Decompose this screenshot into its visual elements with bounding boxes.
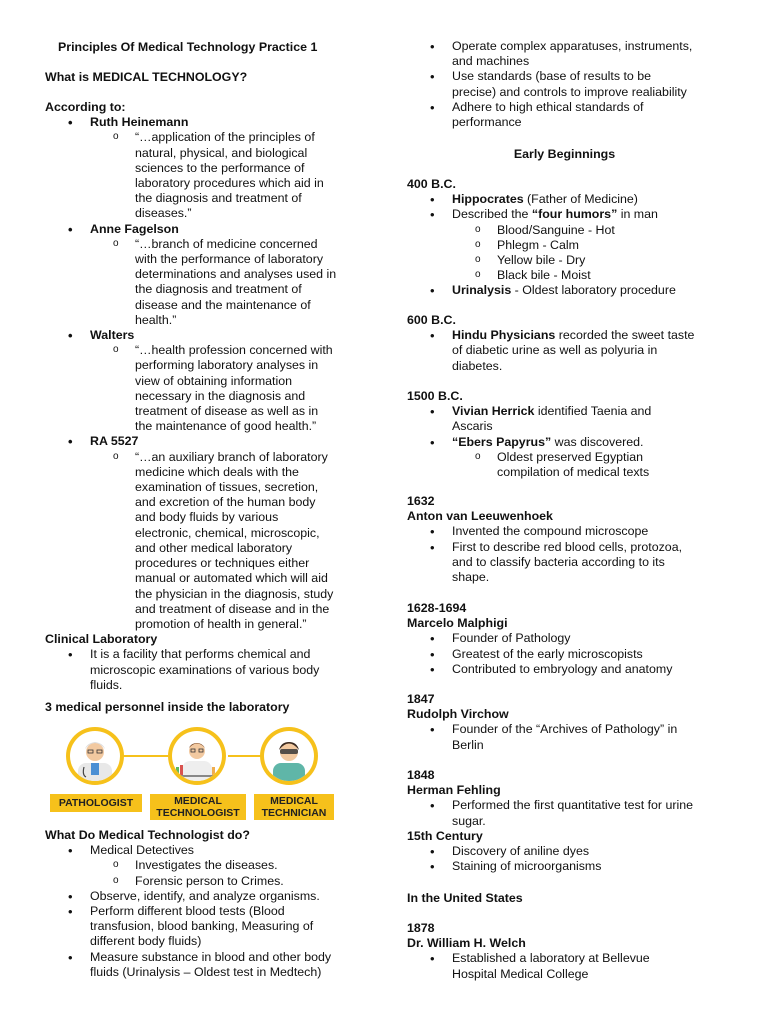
text-line: shape. bbox=[452, 570, 490, 585]
medical-technologist-icon bbox=[168, 727, 226, 785]
quote-line: electronic, chemical, microscopic, bbox=[135, 525, 320, 540]
definition-name: • Ruth Heinemann bbox=[45, 115, 375, 130]
quote-line: natural, physical, and biological bbox=[135, 145, 308, 160]
text-line: diabetes. bbox=[452, 358, 503, 373]
quote-line: manual or automated which will aid bbox=[135, 571, 328, 586]
quote-line: treatment of disease as well as in bbox=[135, 404, 319, 419]
text-line: different body fluids) bbox=[90, 934, 202, 949]
sub-list-item: o Investigates the diseases. bbox=[45, 858, 375, 873]
year-heading: 1847 bbox=[407, 692, 435, 706]
text-line: • Adhere to high ethical standards of bbox=[452, 99, 644, 114]
quote-line: laboratory procedures which aid in bbox=[135, 176, 324, 191]
list-item bbox=[407, 798, 742, 828]
year-heading: 600 B.C. bbox=[407, 313, 456, 327]
text-span: - Oldest laboratory procedure bbox=[511, 283, 676, 298]
text-line: • Founder of the “Archives of Pathology” in bbox=[452, 722, 678, 737]
quote-line: sciences to the performance of bbox=[135, 160, 305, 175]
connector-line bbox=[118, 755, 168, 757]
bold-term: Vivian Herrick bbox=[452, 404, 535, 419]
list-item bbox=[407, 100, 742, 130]
text-line: • Operate complex apparatuses, instruments, bbox=[452, 39, 693, 53]
definition-quote bbox=[45, 130, 375, 221]
text-line: • Use standards (base of results to be bbox=[452, 69, 652, 84]
us-heading: In the United States bbox=[407, 891, 523, 905]
section-400bc bbox=[407, 177, 742, 299]
definition-name: • Walters bbox=[45, 328, 375, 343]
clinical-lab-item bbox=[45, 647, 375, 693]
quote-line: examination of tissues, secretion, bbox=[135, 480, 319, 495]
year-heading: 1500 B.C. bbox=[407, 389, 463, 403]
list-item bbox=[407, 192, 742, 207]
text-line: transfusion, blood banking, Measuring of bbox=[90, 919, 314, 934]
person-name: Herman Fehling bbox=[407, 783, 501, 798]
quote-line: with the performance of laboratory bbox=[135, 252, 324, 267]
medical-technician-label: MEDICAL TECHNICIAN bbox=[254, 794, 334, 820]
quote-line: o “…application of the principles of bbox=[135, 130, 315, 145]
list-item bbox=[407, 722, 742, 752]
quote-line: necessary in the diagnosis and bbox=[135, 388, 306, 403]
text-line: of diabetic urine as well as polyuria in bbox=[452, 343, 658, 358]
what-is-heading-text: What is MEDICAL TECHNOLOGY? bbox=[45, 70, 248, 84]
bold-term: “Ebers Papyrus” bbox=[452, 434, 552, 449]
section-600bc bbox=[407, 313, 742, 374]
medical-technologist-label: MEDICAL TECHNOLOGIST bbox=[150, 794, 246, 820]
quote-line: medicine which deals with the bbox=[135, 464, 299, 479]
person-name: Rudolph Virchow bbox=[407, 707, 509, 722]
what-do-section bbox=[45, 828, 375, 980]
text-line: • Established a laboratory at Bellevue bbox=[452, 951, 650, 966]
personnel-infographic bbox=[48, 722, 338, 822]
year-heading: 1628-1694 bbox=[407, 601, 467, 615]
text-span: Described the bbox=[452, 207, 532, 222]
quote-line: the physician in the diagnosis, study bbox=[135, 586, 334, 601]
quote-line: procedures or techniques either bbox=[135, 556, 310, 571]
list-item bbox=[407, 404, 742, 434]
list-item: • Observe, identify, and analyze organisms. bbox=[45, 889, 375, 904]
bold-term: Hindu Physicians bbox=[452, 328, 556, 343]
text-line: compilation of medical texts bbox=[497, 465, 650, 480]
text-line: o Oldest preserved Egyptian bbox=[497, 449, 644, 464]
list-item bbox=[407, 435, 742, 450]
definitions-section bbox=[45, 100, 375, 693]
quote-line: and excretion of the human body bbox=[135, 495, 316, 510]
bold-term: Hippocrates bbox=[452, 192, 524, 207]
text-line: microscopic examinations of various body bbox=[90, 662, 320, 677]
quote-line: and treatment of disease and in the bbox=[135, 601, 330, 616]
text-span: identified Taenia and bbox=[534, 404, 652, 419]
year-heading: 1878 bbox=[407, 921, 435, 935]
quote-line: and body fluids by various bbox=[135, 510, 279, 525]
early-beginnings-heading: Early Beginnings bbox=[513, 147, 616, 161]
list-item: • Staining of microorganisms bbox=[407, 859, 742, 874]
right-top-list bbox=[407, 39, 742, 130]
section-1628 bbox=[407, 601, 742, 677]
text-line: • First to describe red blood cells, protozoa, bbox=[452, 539, 683, 554]
list-item: • Invented the compound microscope bbox=[407, 524, 742, 539]
list-item bbox=[407, 283, 742, 298]
text-line: Berlin bbox=[452, 737, 484, 752]
text-span: in man bbox=[617, 207, 658, 222]
text-span: recorded the sweet taste bbox=[555, 328, 695, 343]
list-item: • Founder of Pathology bbox=[407, 631, 742, 646]
quote-line: diseases.” bbox=[135, 206, 192, 221]
quote-line: and other medical laboratory bbox=[135, 540, 293, 555]
text-line: fluids. bbox=[90, 677, 123, 692]
text-line: • Measure substance in blood and other body bbox=[90, 949, 332, 964]
list-item bbox=[407, 69, 742, 99]
text-line: sugar. bbox=[452, 813, 486, 828]
document-title: Principles Of Medical Technology Practice 1 bbox=[58, 40, 318, 54]
section-1500bc bbox=[407, 389, 742, 480]
medical-technician-icon bbox=[260, 727, 318, 785]
list-item bbox=[407, 207, 742, 222]
according-to-label: According to: bbox=[45, 100, 126, 114]
year-heading: 1848 bbox=[407, 768, 435, 782]
year-heading: 15th Century bbox=[407, 829, 483, 843]
bold-term: “four humors” bbox=[531, 207, 618, 222]
definition-quote bbox=[45, 343, 375, 434]
list-item bbox=[45, 950, 375, 980]
list-item: • Contributed to embryology and anatomy bbox=[407, 662, 742, 677]
list-item: • Greatest of the early microscopists bbox=[407, 647, 742, 662]
personnel-heading: 3 medical personnel inside the laboratory bbox=[45, 700, 290, 714]
person-name: Anton van Leeuwenhoek bbox=[407, 509, 553, 524]
section-1632 bbox=[407, 494, 742, 585]
bold-term: Urinalysis bbox=[452, 283, 512, 298]
clinical-lab-heading: Clinical Laboratory bbox=[45, 632, 158, 647]
text-line: • Perform different blood tests (Blood bbox=[90, 904, 285, 919]
text-line: Ascaris bbox=[452, 419, 493, 434]
text-line: performance bbox=[452, 115, 522, 130]
quote-line: performing laboratory analyses in bbox=[135, 358, 319, 373]
person-name: Dr. William H. Welch bbox=[407, 936, 526, 951]
sub-list-item: o Yellow bile - Dry bbox=[407, 253, 742, 268]
quote-line: disease and the maintenance of bbox=[135, 297, 311, 312]
sub-list-item: o Forensic person to Crimes. bbox=[45, 874, 375, 889]
list-item: • Medical Detectives bbox=[45, 843, 375, 858]
person-name: Marcelo Malphigi bbox=[407, 616, 508, 631]
quote-line: view of obtaining information bbox=[135, 373, 293, 388]
definition-quote bbox=[45, 450, 375, 632]
year-heading: 1632 bbox=[407, 494, 435, 508]
quote-line: the diagnosis and treatment of bbox=[135, 282, 302, 297]
quote-line: promotion of health in general.” bbox=[135, 616, 307, 631]
text-line: precise) and controls to improve realiability bbox=[452, 84, 687, 99]
section-15th-century bbox=[407, 829, 742, 875]
list-item bbox=[407, 540, 742, 586]
pathologist-label: PATHOLOGIST bbox=[50, 794, 142, 812]
quote-line: o “…branch of medicine concerned bbox=[135, 236, 318, 251]
what-do-heading: What Do Medical Technologist do? bbox=[45, 828, 250, 842]
list-item bbox=[45, 904, 375, 950]
text-span: was discovered. bbox=[551, 434, 644, 449]
definition-quote bbox=[45, 237, 375, 328]
quote-line: the diagnosis and treatment of bbox=[135, 191, 302, 206]
list-item: • Discovery of aniline dyes bbox=[407, 844, 742, 859]
quote-line: the maintenance of good health.” bbox=[135, 419, 317, 434]
what-is-heading bbox=[45, 70, 247, 85]
text-span: (Father of Medicine) bbox=[523, 192, 638, 207]
sub-list-item bbox=[407, 450, 742, 480]
list-item bbox=[407, 328, 742, 374]
section-1878 bbox=[407, 921, 742, 982]
quote-line: health.” bbox=[135, 312, 177, 327]
year-heading: 400 B.C. bbox=[407, 177, 456, 191]
text-line: and to classify bacteria according to its bbox=[452, 554, 665, 569]
text-line: and machines bbox=[452, 54, 530, 69]
definition-name: • Anne Fagelson bbox=[45, 222, 375, 237]
sub-list-item: o Phlegm - Calm bbox=[407, 238, 742, 253]
quote-line: determinations and analyses used in bbox=[135, 267, 337, 282]
text-line: • It is a facility that performs chemical and bbox=[90, 647, 311, 662]
definition-name: • RA 5527 bbox=[45, 434, 375, 449]
sub-list-item: o Blood/Sanguine - Hot bbox=[407, 223, 742, 238]
text-line: Hospital Medical College bbox=[452, 966, 589, 981]
text-line: • Performed the first quantitative test for urine bbox=[452, 798, 694, 813]
sub-list-item: o Black bile - Moist bbox=[407, 268, 742, 283]
section-1848 bbox=[407, 768, 742, 829]
section-1847 bbox=[407, 692, 742, 753]
pathologist-icon bbox=[66, 727, 124, 785]
list-item bbox=[407, 951, 742, 981]
text-line: fluids (Urinalysis – Oldest test in Medtech) bbox=[90, 964, 322, 979]
list-item bbox=[407, 39, 742, 69]
quote-line: o “…health profession concerned with bbox=[135, 343, 333, 358]
quote-line: o “…an auxiliary branch of laboratory bbox=[135, 449, 328, 464]
